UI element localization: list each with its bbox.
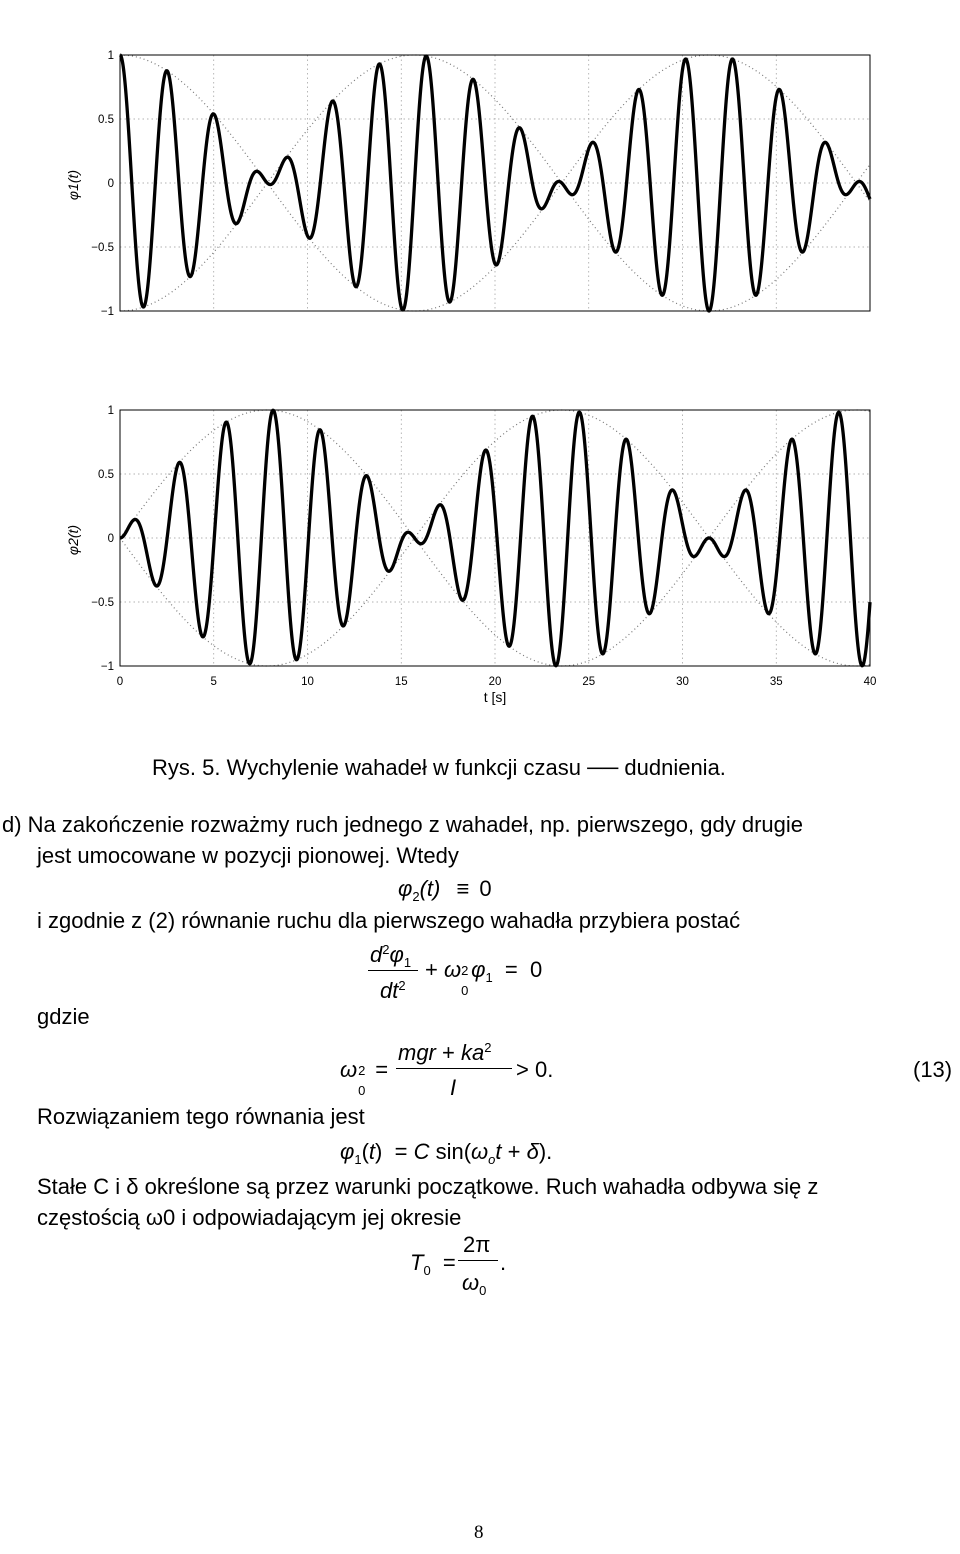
y-tick-label: 0.5 [98, 114, 114, 126]
y-tick-labels [91, 50, 114, 318]
equation-number: (13) [913, 1057, 953, 1082]
line-stale: Stałe C i δ określone są przez warunki początkowe. Ruch wahadła odbywa się z [37, 1174, 819, 1199]
y-tick-labels [91, 405, 114, 673]
line-zgodnie: i zgodnie z (2) równanie ruchu dla pierwszego wahadła przybiera postać [37, 908, 741, 933]
x-tick-label: 30 [676, 676, 689, 688]
x-tick-label: 20 [488, 676, 502, 688]
y-tick-label: −0.5 [91, 597, 114, 609]
x-tick-labels [117, 676, 877, 688]
y-tick-label: 0 [107, 178, 114, 190]
y-tick-label: −1 [100, 661, 114, 673]
paragraph-d-line1: d) Na zakończenie rozważmy ruch jednego z wahadeł, np. pierwszego, gdy drugie [2, 812, 803, 837]
y-tick-label: −0.5 [91, 242, 114, 254]
x-tick-label: 35 [769, 676, 783, 688]
chart-phi1 [0, 0, 960, 370]
y-axis-label: φ1(t) [65, 169, 81, 201]
line-rozwiazaniem: Rozwiązaniem tego równania jest [37, 1104, 365, 1129]
figure-caption: Rys. 5. Wychylenie wahadeł w funkcji czasu ── dudnienia. [152, 755, 726, 780]
paragraph-d-line2: jest umocowane w pozycji pionowej. Wtedy [37, 843, 459, 868]
x-tick-label: 15 [394, 676, 408, 688]
chart-phi2 [0, 395, 960, 715]
y-tick-label: 0 [107, 533, 114, 545]
line-czestoscia: częstością ω0 i odpowiadającym jej okresie [37, 1205, 462, 1230]
y-tick-label: −1 [100, 306, 114, 318]
y-axis-label: φ2(t) [65, 524, 81, 556]
x-tick-label: 40 [863, 676, 877, 688]
x-axis-label: t [s] [483, 689, 507, 705]
equation-solution: $\varphi_1(t) = C$ $\sin(\omega_ot + \delta)$. [340, 1139, 553, 1167]
grid [120, 55, 870, 311]
equation-phi2-zero: $\varphi_2(t) \equiv 0$ [398, 876, 492, 904]
word-gdzie: gdzie [37, 1004, 90, 1029]
y-tick-label: 0.5 [98, 469, 114, 481]
x-tick-label: 10 [301, 676, 314, 688]
x-tick-label: 5 [210, 676, 217, 688]
x-tick-label: 25 [582, 676, 596, 688]
y-tick-label: 1 [107, 50, 114, 62]
x-tick-label: 0 [116, 676, 124, 688]
y-tick-label: 1 [107, 405, 114, 417]
page-number: 8 [474, 1522, 484, 1543]
